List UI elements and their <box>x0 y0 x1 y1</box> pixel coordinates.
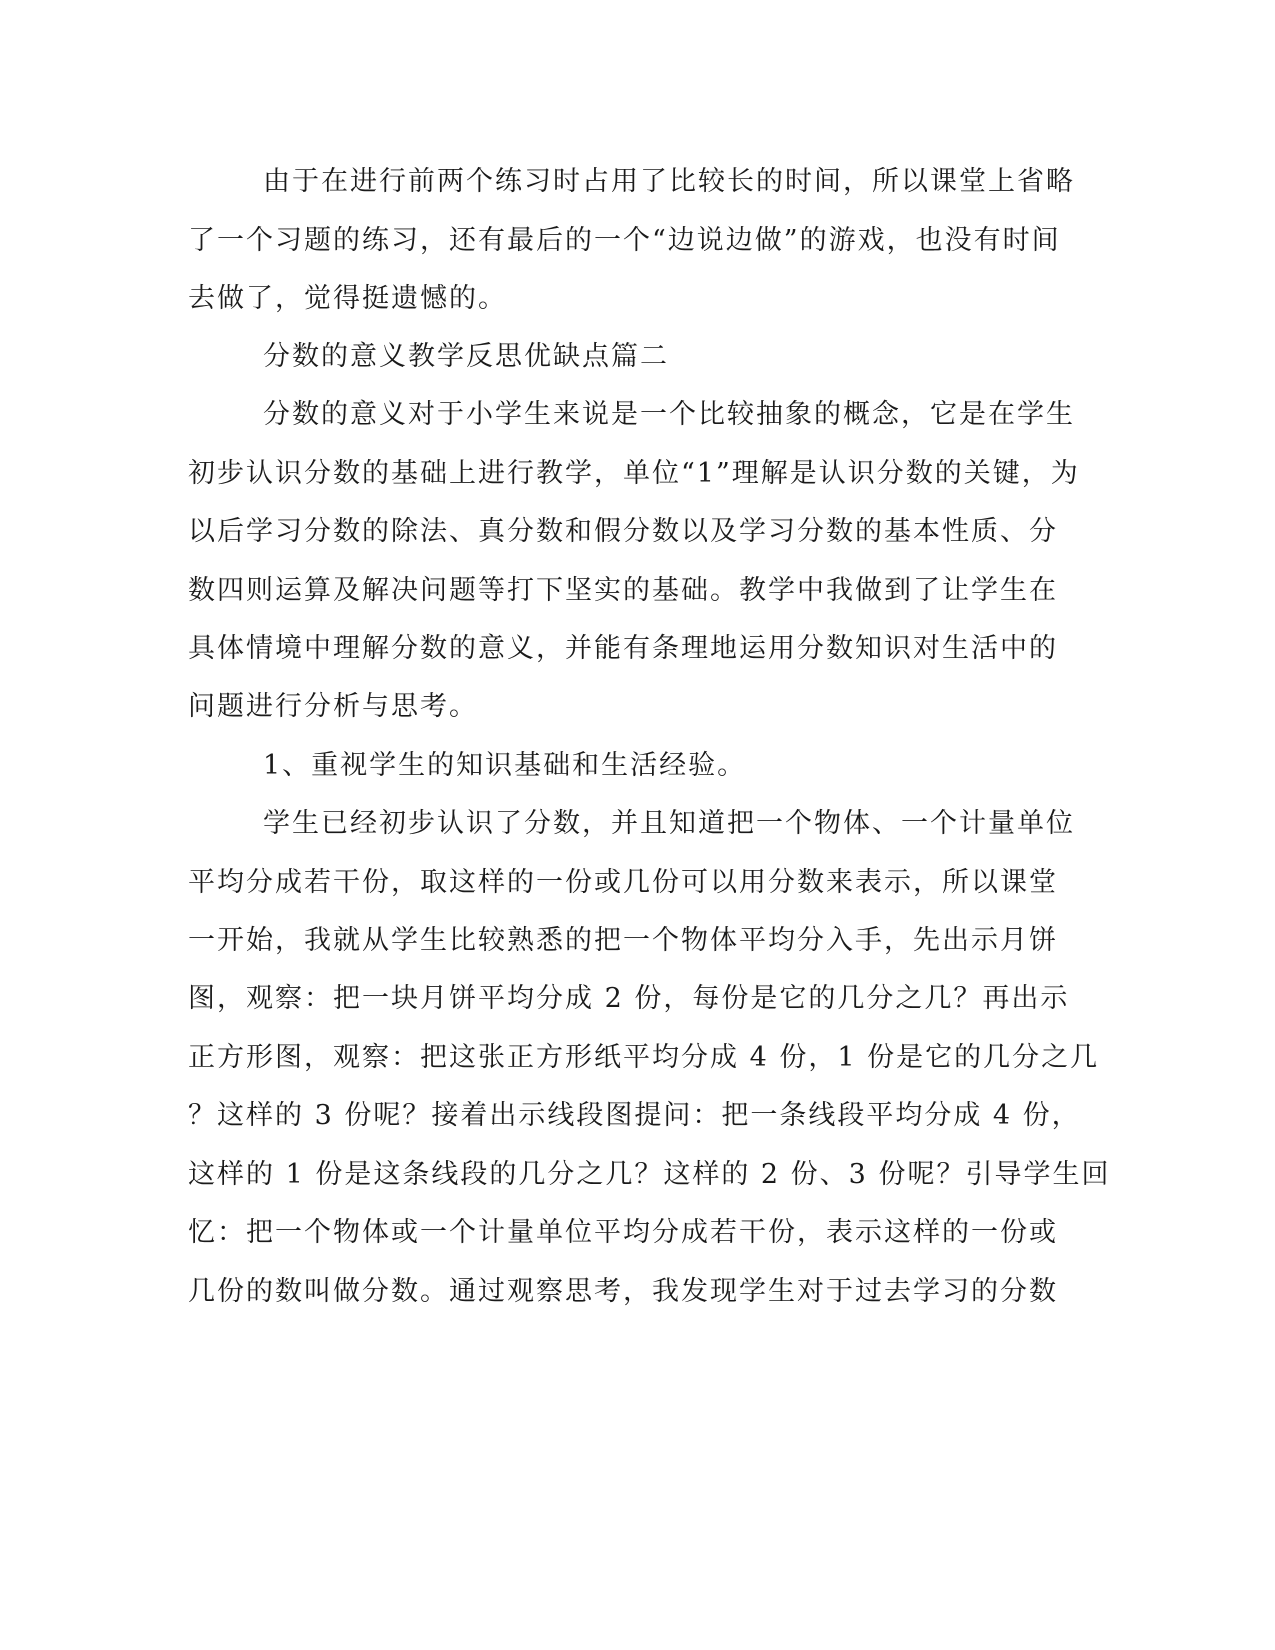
paragraph-line: 具体情境中理解分数的意义，并能有条理地运用分数知识对生活中的 <box>188 633 1058 664</box>
list-item-heading: 1、重视学生的知识基础和生活经验。 <box>263 750 747 781</box>
paragraph-line: 以后学习分数的除法、真分数和假分数以及学习分数的基本性质、分 <box>188 516 1058 547</box>
paragraph-line: 问题进行分析与思考。 <box>188 691 478 722</box>
paragraph-line: 学生已经初步认识了分数，并且知道把一个物体、一个计量单位 <box>263 808 1075 839</box>
paragraph-line: ？这样的 3 份呢？接着出示线段图提问：把一条线段平均分成 4 份， <box>188 1100 1081 1131</box>
paragraph-line: 分数的意义对于小学生来说是一个比较抽象的概念，它是在学生 <box>263 399 1075 430</box>
section-heading: 分数的意义教学反思优缺点篇二 <box>263 341 669 372</box>
paragraph-line: 了一个习题的练习，还有最后的一个“边说边做”的游戏，也没有时间 <box>188 225 1061 256</box>
paragraph-line: 去做了，觉得挺遗憾的。 <box>188 283 507 314</box>
paragraph-line: 由于在进行前两个练习时占用了比较长的时间，所以课堂上省略 <box>263 166 1075 197</box>
paragraph-line: 一开始，我就从学生比较熟悉的把一个物体平均分入手，先出示月饼 <box>188 925 1058 956</box>
paragraph-line: 这样的 1 份是这条线段的几分之几？这样的 2 份、3 份呢？引导学生回 <box>188 1159 1111 1190</box>
paragraph-line: 数四则运算及解决问题等打下坚实的基础。教学中我做到了让学生在 <box>188 575 1058 606</box>
paragraph-line: 几份的数叫做分数。通过观察思考，我发现学生对于过去学习的分数 <box>188 1276 1058 1307</box>
paragraph-line: 平均分成若干份，取这样的一份或几份可以用分数来表示，所以课堂 <box>188 867 1058 898</box>
paragraph-line: 初步认识分数的基础上进行教学，单位“1”理解是认识分数的关键，为 <box>188 458 1080 489</box>
paragraph-line: 正方形图，观察：把这张正方形纸平均分成 4 份，1 份是它的几分之几 <box>188 1042 1100 1073</box>
paragraph-line: 忆：把一个物体或一个计量单位平均分成若干份，表示这样的一份或 <box>188 1217 1058 1248</box>
paragraph-line: 图，观察：把一块月饼平均分成 2 份，每份是它的几分之几？再出示 <box>188 983 1070 1014</box>
